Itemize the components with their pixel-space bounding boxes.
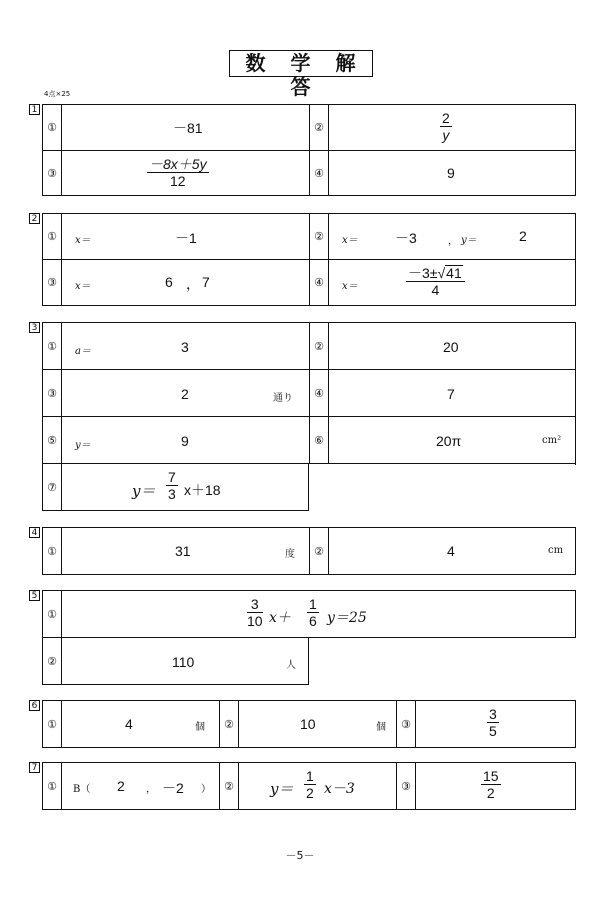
answer-number: ③ (43, 151, 62, 195)
q2-cell-1 (43, 214, 310, 260)
q1-answer-2: $\frac{2}{y}$ (442, 110, 450, 143)
q2-label-1: x＝ (75, 235, 91, 246)
q2-label-4: x＝ (342, 281, 358, 292)
q1-cell-3 (43, 151, 310, 195)
q7-label-b: B（ (73, 784, 91, 795)
q5-fraction-2: $\frac{1}{6}$ (309, 596, 317, 629)
q2-cell-3 (43, 260, 310, 305)
answer-number: ② (310, 323, 329, 369)
answer-number: ② (310, 214, 329, 259)
q4-answer-2: 4 (447, 543, 455, 559)
q3-answer-3: 2 (181, 386, 189, 402)
question-4-box (42, 527, 576, 575)
q3-answer-7-fraction: $\frac{7}{3}$ (168, 469, 176, 502)
answer-number: ② (310, 105, 329, 150)
q5-answer-2: 110 (172, 654, 195, 670)
question-7-number: 7 (29, 762, 40, 773)
question-4-number: 4 (29, 527, 40, 538)
q3-unit-6: cm² (542, 435, 562, 446)
q2-separator: ， (448, 236, 458, 247)
q2-answer-3-sep: ， (186, 276, 200, 292)
q6-answer-2: 10 (300, 716, 316, 732)
q7-answer-2-post: x－3 (324, 781, 355, 797)
q3-cell-5 (43, 417, 310, 464)
answer-number: ③ (397, 763, 416, 809)
q6-cell-1 (43, 701, 220, 747)
page-title: 数 学 解 答 (229, 50, 373, 77)
q7-answer-2-pre: y＝ (270, 780, 294, 798)
question-6-number: 6 (29, 700, 40, 711)
q6-answer-3: $\frac{3}{5}$ (489, 706, 497, 739)
answer-number: ⑥ (310, 417, 329, 463)
answer-number: ④ (310, 151, 329, 195)
answer-number: ① (43, 591, 62, 637)
q3-unit-3: 通り (273, 393, 293, 404)
question-3-box (42, 322, 576, 465)
q7-answer-1-y: －2 (162, 780, 184, 796)
q2-label-y: y＝ (461, 235, 477, 246)
q7-answer-2-fraction: $\frac{1}{2}$ (306, 768, 314, 801)
q2-answer-4-root: 41 (446, 265, 462, 281)
q2-answer-1: －1 (175, 230, 197, 246)
q7-cell-1 (43, 763, 220, 809)
answer-number: ② (310, 528, 329, 574)
q7-cell-3 (397, 763, 575, 809)
page-number: －5－ (285, 849, 315, 862)
q4-unit-1: 度 (285, 549, 295, 560)
q7-close-paren: ） (201, 784, 211, 795)
answer-number: ② (220, 763, 239, 809)
q3-answer-1: 3 (181, 339, 189, 355)
question-5-row-2 (42, 637, 309, 685)
q3-answer-2: 20 (443, 339, 459, 355)
question-7-box (42, 762, 576, 810)
q2-label-3: x＝ (75, 281, 91, 292)
answer-number: ⑦ (43, 464, 62, 510)
q3-cell-3 (43, 370, 310, 417)
q3-cell-4 (310, 370, 575, 417)
answer-number: ① (43, 528, 62, 574)
answer-number: ⑤ (43, 417, 62, 463)
answer-number: ③ (43, 260, 62, 305)
q3-cell-2 (310, 323, 575, 370)
q1-answer-4: 9 (447, 165, 455, 181)
answer-number: ③ (397, 701, 416, 747)
q3-answer-7-pre: y＝ (132, 482, 156, 500)
answer-number: ① (43, 323, 62, 369)
q2-answer-4-prefix: －3± (408, 265, 438, 281)
q3-label-1: a＝ (75, 346, 91, 357)
question-1-box (42, 104, 576, 196)
answer-number: ① (43, 105, 62, 150)
q3-answer-4: 7 (447, 386, 455, 402)
q2-cell-2 (310, 214, 575, 260)
q4-unit-2: cm (548, 545, 564, 556)
answer-number: ② (43, 638, 62, 684)
q2-answer-4: $\frac{-3\pm√41}{4}$ (406, 265, 465, 298)
q2-label-x: x＝ (342, 235, 358, 246)
q1-answer-1: －81 (173, 120, 203, 136)
answer-number: ① (43, 701, 62, 747)
q4-cell-1 (43, 528, 310, 574)
q7-answer-3: $\frac{15}{2}$ (483, 768, 499, 801)
q4-answer-1: 31 (175, 543, 191, 559)
question-6-box (42, 700, 576, 748)
q7-separator: ， (146, 784, 156, 795)
q2-answer-3-a: 6 (165, 274, 173, 290)
q4-cell-2 (310, 528, 575, 574)
q6-cell-2 (220, 701, 397, 747)
q5-answer-1-mid: x＋ (269, 610, 291, 626)
q3-cell-1 (43, 323, 310, 370)
question-5-row-1 (42, 590, 576, 638)
answer-number: ③ (43, 370, 62, 416)
question-3-number: 3 (29, 322, 40, 333)
q5-fraction-1: $\frac{3}{10}$ (247, 596, 263, 629)
q1-cell-2 (310, 105, 575, 151)
answer-number: ④ (310, 260, 329, 305)
q5-unit-2: 人 (286, 660, 296, 671)
q1-answer-3: $\frac{-8x+5y}{12}$ (149, 156, 207, 189)
q5-answer-1-post: y＝25 (327, 610, 367, 626)
q3-answer-6: 20π (436, 433, 462, 449)
answer-number: ① (43, 214, 62, 259)
q3-label-5: y＝ (75, 440, 91, 451)
answer-number: ② (220, 701, 239, 747)
q2-answer-2-y: 2 (519, 228, 527, 244)
question-2-number: 2 (29, 213, 40, 224)
q1-cell-1 (43, 105, 310, 151)
q3-cell-6 (310, 417, 575, 464)
q3-cell-7 (42, 463, 309, 511)
q7-answer-1-x: 2 (117, 778, 125, 794)
question-1-number: 1 (29, 104, 40, 115)
q6-unit-1: 個 (195, 722, 205, 733)
points-note: 4点×25 (44, 90, 71, 98)
q2-cell-4 (310, 260, 575, 305)
answer-number: ① (43, 763, 62, 809)
q6-unit-2: 個 (376, 722, 386, 733)
answer-number: ④ (310, 370, 329, 416)
q1-cell-4 (310, 151, 575, 195)
q7-cell-2 (220, 763, 397, 809)
q6-answer-1: 4 (125, 716, 133, 732)
q2-answer-3-b: 7 (202, 274, 210, 290)
q2-answer-2-x: －3 (395, 230, 417, 246)
question-2-box (42, 213, 576, 306)
question-5-number: 5 (29, 590, 40, 601)
q3-answer-7-post: x＋18 (184, 482, 221, 498)
q6-cell-3 (397, 701, 575, 747)
q3-answer-5: 9 (181, 433, 189, 449)
